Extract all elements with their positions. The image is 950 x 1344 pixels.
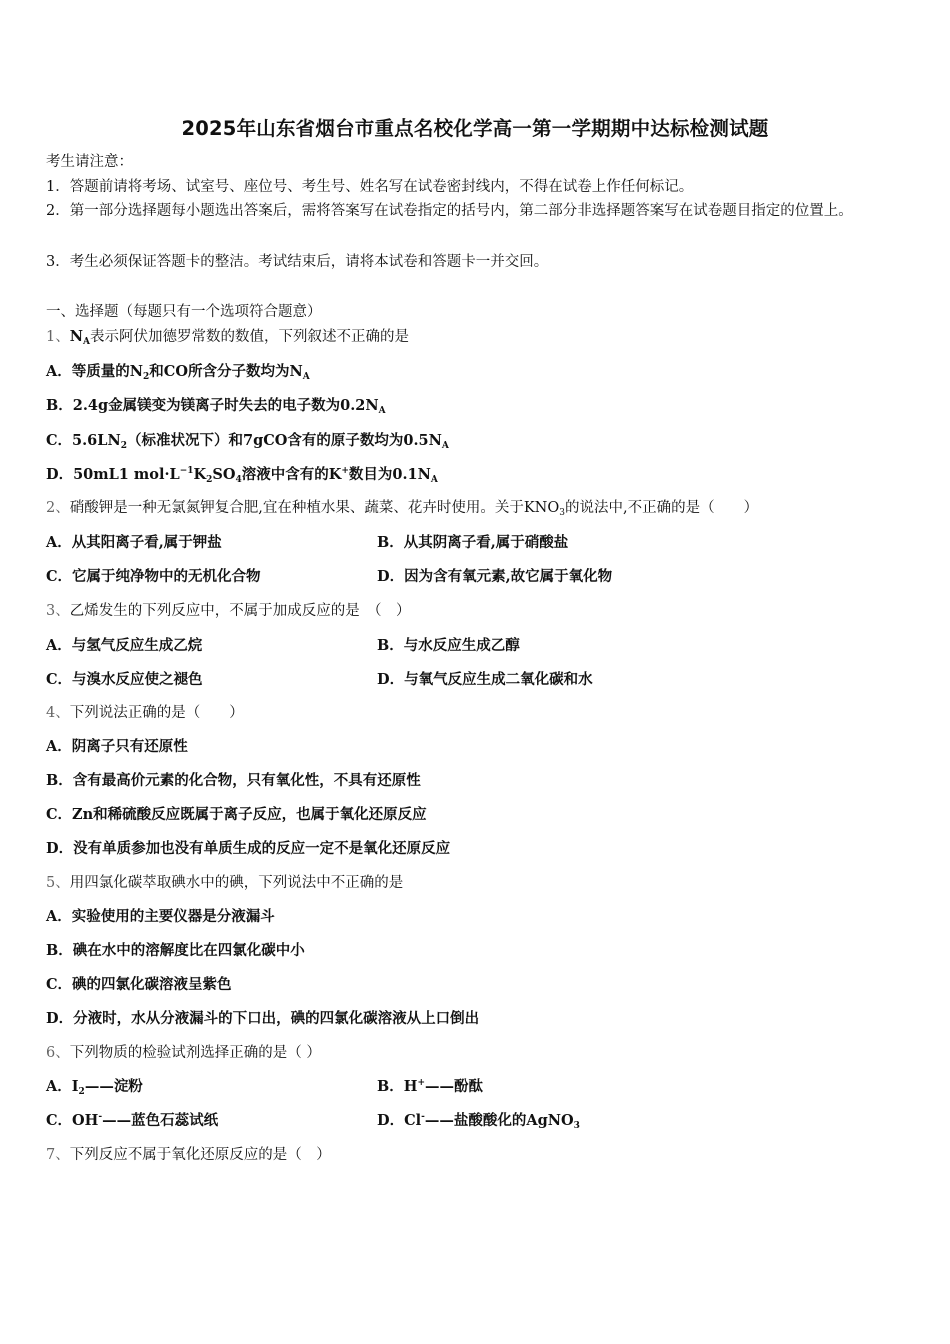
question-1-option-d: D．50mL1 $mol\cdot L^{-1}K_2SO_4$溶液中含有的K+数目为$0.1N_A$ — [46, 466, 438, 485]
question-number: 5、 — [46, 875, 70, 891]
question-5-option-b: B．碘在水中的溶解度比在四氯化碳中小 — [46, 942, 305, 959]
notice-item-3: 3．考生必须保证答题卡的整洁。考试结束后，请将本试卷和答题卡一并交回。 — [46, 254, 549, 270]
question-4-option-a: A．阴离子只有还原性 — [46, 738, 188, 755]
question-5-option-d: D．分液时，水从分液漏斗的下口出，碘的四氯化碳溶液从上口倒出 — [46, 1010, 480, 1027]
question-6-option-a: A．$I_2——$淀粉 — [46, 1078, 143, 1097]
question-4-option-b: B．含有最高价元素的化合物，只有氧化性，不具有还原性 — [46, 772, 421, 789]
question-2-option-a: A．从其阳离子看,属于钾盐 — [46, 534, 222, 551]
question-number: 3、 — [46, 603, 70, 619]
question-4-option-c: C．Zn和稀硫酸反应既属于离子反应，也属于氧化还原反应 — [46, 806, 427, 823]
question-4-stem: 4、下列说法正确的是（ ） — [46, 705, 244, 721]
question-1-option-b: B．2.4g金属镁变为镁离子时失去的电子数为$0.2N_A$ — [46, 397, 386, 416]
question-3-stem: 3、乙烯发生的下列反应中，不属于加成反应的是 （ ） — [46, 603, 411, 619]
question-number: 7、 — [46, 1147, 70, 1163]
question-number: 1、 — [46, 329, 70, 345]
question-6-option-b: B．H+——酚酞 — [377, 1078, 484, 1095]
question-number: 6、 — [46, 1045, 70, 1061]
question-3-option-a: A．与氢气反应生成乙烷 — [46, 637, 203, 654]
question-1-stem: 1、$N_A$表示阿伏加德罗常数的数值，下列叙述不正确的是 — [46, 328, 409, 347]
question-2-option-b: B．从其阴离子看,属于硝酸盐 — [377, 534, 569, 551]
question-5-option-c: C．碘的四氯化碳溶液呈紫色 — [46, 976, 232, 993]
question-4-option-d: D．没有单质参加也没有单质生成的反应一定不是氧化还原反应 — [46, 840, 451, 857]
notice-heading: 考生请注意： — [46, 154, 133, 170]
question-5-option-a: A．实验使用的主要仪器是分液漏斗 — [46, 908, 275, 925]
question-2-option-d: D．因为含有氧元素,故它属于氧化物 — [377, 568, 613, 585]
page-title: 2025年山东省烟台市重点名校化学高一第一学期期中达标检测试题 — [181, 117, 769, 140]
question-2-option-c: C．它属于纯净物中的无机化合物 — [46, 568, 261, 585]
question-7-stem: 7、下列反应不属于氧化还原反应的是（ ） — [46, 1147, 331, 1163]
question-6-option-d: D．Cl-——盐酸酸化的AgNO$_3$ — [377, 1112, 580, 1131]
question-5-stem: 5、用四氯化碳萃取碘水中的碘，下列说法中不正确的是 — [46, 875, 404, 891]
notice-item-1: 1．答题前请将考场、试室号、座位号、考生号、姓名写在试卷密封线内，不得在试卷上作任何标记。 — [46, 179, 694, 195]
question-1-option-c: C．$5.6LN_2$（标准状况下）和7gCO含有的原子数均为$0.5N_A$ — [46, 432, 449, 451]
question-number: 4、 — [46, 705, 70, 721]
question-3-option-c: C．与溴水反应使之褪色 — [46, 671, 203, 688]
question-3-option-b: B．与水反应生成乙醇 — [377, 637, 520, 654]
question-2-stem: 2、硝酸钾是一种无氯氮钾复合肥,宜在种植水果、蔬菜、花卉时使用。关于$KNO_3$的说法中,不正确的是（ ） — [46, 500, 759, 518]
section-heading: 一、选择题（每题只有一个选项符合题意） — [46, 304, 322, 320]
question-1-option-a: A．等质量的$N_2$和CO所含分子数均为$N_A$ — [46, 363, 310, 382]
question-3-option-d: D．与氧气反应生成二氧化碳和水 — [377, 671, 593, 688]
question-6-option-c: C．OH-——蓝色石蕊试纸 — [46, 1112, 219, 1129]
notice-item-2: 2．第一部分选择题每小题选出答案后，需将答案写在试卷指定的括号内，第二部分非选择题答案写在试卷题目指定的位置上。 — [46, 203, 853, 219]
question-6-stem: 6、下列物质的检验试剂选择正确的是（ ） — [46, 1045, 321, 1061]
question-number: 2、 — [46, 500, 70, 516]
